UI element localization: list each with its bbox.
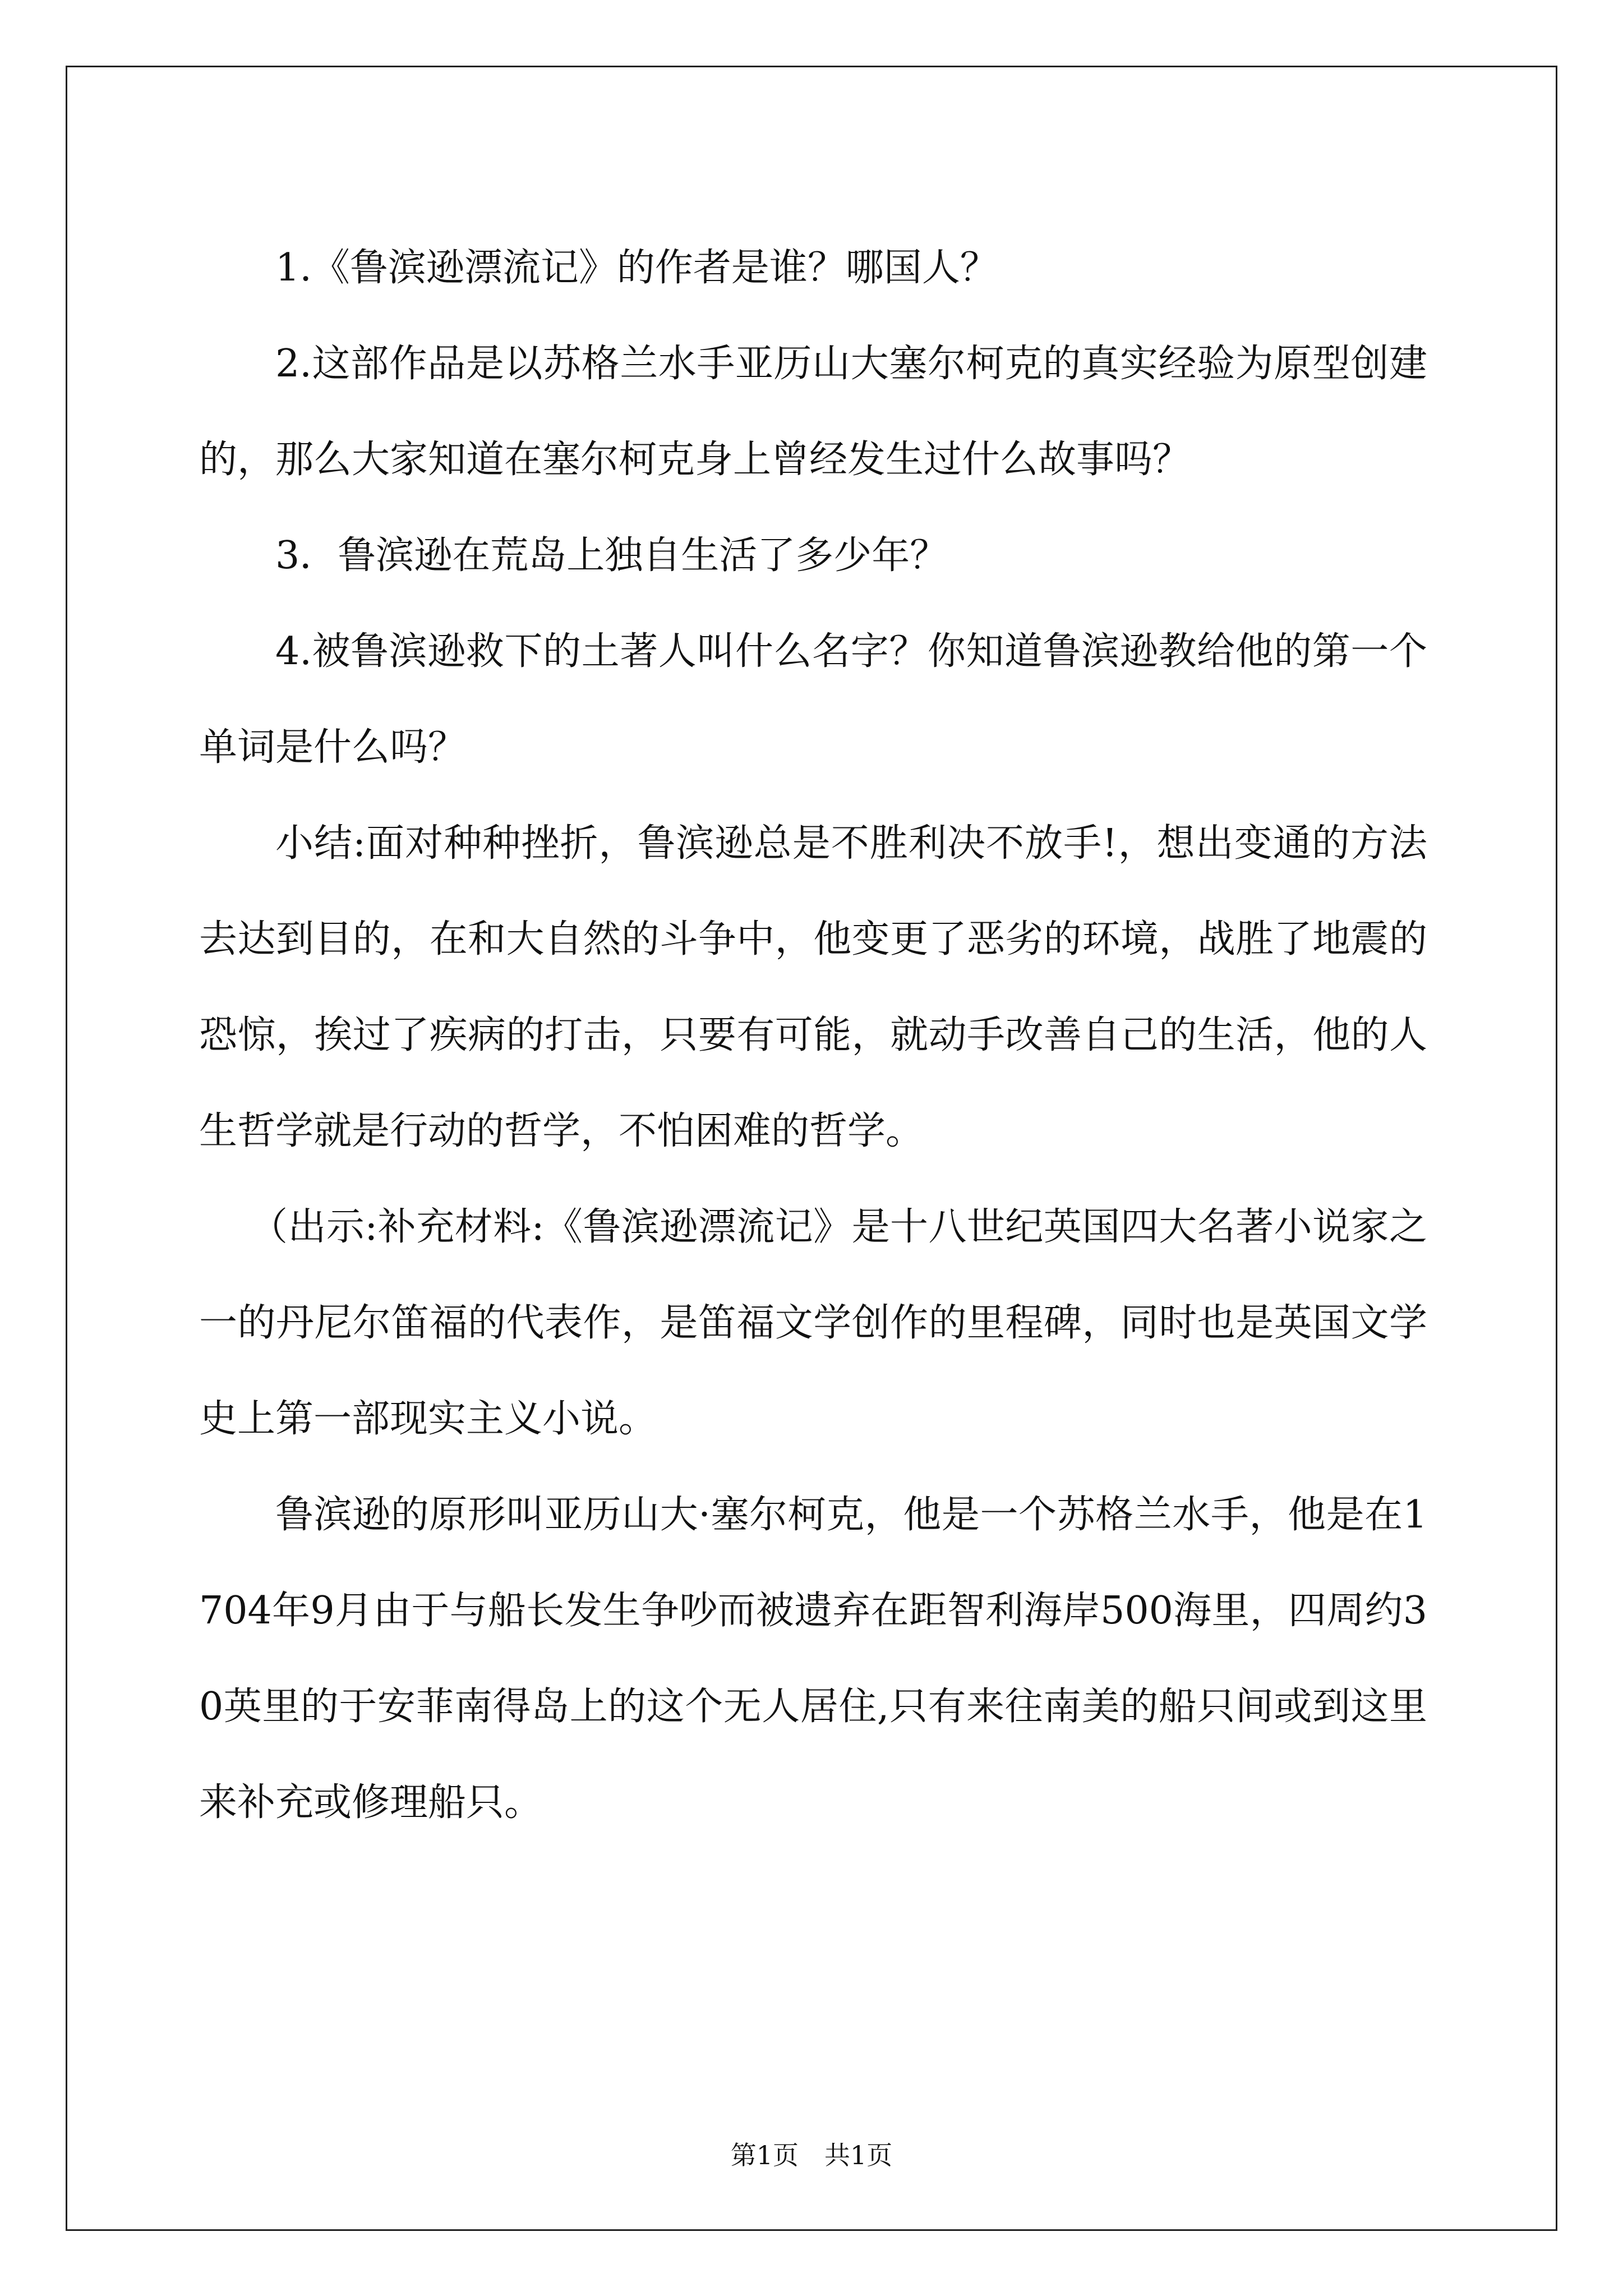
question-4: 4.被鲁滨逊救下的土著人叫什么名字？你知道鲁滨逊教给他的第一个单词是什么吗？	[199, 629, 1427, 770]
document-body	[199, 220, 1427, 1851]
page-number-footer: 第1页 共1页	[730, 2140, 893, 2170]
summary-paragraph: 小结:面对种种挫折，鲁滨逊总是不胜利决不放手!，想出变通的方法去达到目的，在和大自然的斗争中，他变更了恶劣的环境，战胜了地震的恐惊，挨过了疾病的打击，只要有可能，就动手改善自己的生活，他的人生哲学就是行动的哲学，不怕困难的哲学。	[199, 821, 1427, 1153]
prototype-paragraph: 鲁滨逊的原形叫亚历山大·塞尔柯克，他是一个苏格兰水手，他是在1704年9月由于与船长发生争吵而被遗弃在距智利海岸500海里，四周约30英里的于安菲南得岛上的这个无人居住,只有来往南美的船只间或到这里来补充或修理船只。	[199, 1493, 1427, 1825]
question-3: 3．鲁滨逊在荒岛上独自生活了多少年？	[275, 533, 948, 578]
question-2: 2.这部作品是以苏格兰水手亚历山大塞尔柯克的真实经验为原型创建的，那么大家知道在塞尔柯克身上曾经发生过什么故事吗？	[199, 342, 1427, 482]
question-1: 1.《鲁滨逊漂流记》的作者是谁？哪国人？	[275, 246, 998, 290]
supplementary-material-paragraph: （出示:补充材料:《鲁滨逊漂流记》是十八世纪英国四大名著小说家之一的丹尼尔笛福的代表作，是笛福文学创作的里程碑，同时也是英国文学史上第一部现实主义小说。	[199, 1205, 1427, 1441]
